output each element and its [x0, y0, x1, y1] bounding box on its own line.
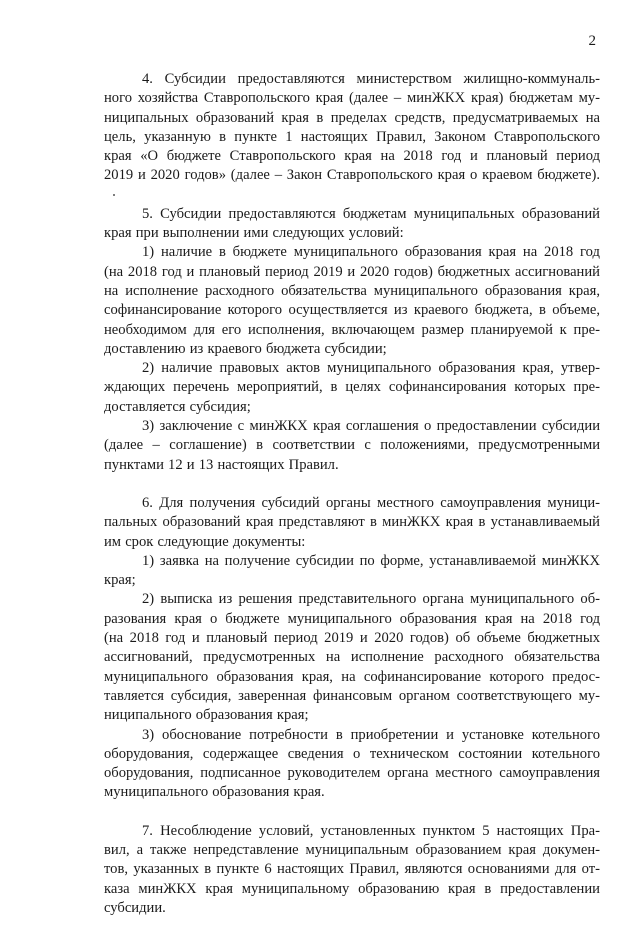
text-line: муниципального образования края.	[104, 784, 325, 801]
text-line: (на 2018 год и плановый период 2019 и 2020 годов) бюджетных ассигнований	[104, 263, 600, 280]
text-line: на исполнение расходного обязательства муниципального образования края,	[104, 282, 600, 299]
text-line: края «О бюджете Ставропольского края на 2018 год и плановый период	[104, 148, 600, 165]
text-line: 6. Для получения субсидий органы местного самоуправления муници-	[142, 494, 600, 511]
text-line: ждающих перечень мероприятий, в целях софинансирования которых пре-	[104, 379, 600, 396]
list-item-line: 1) заявка на получение субсидии по форме, устанавливаемой минЖКХ	[142, 552, 600, 569]
list-item-line: 1) наличие в бюджете муниципального образования края на 2018 год	[142, 244, 600, 261]
text-line: 7. Несоблюдение условий, установленных пунктом 5 настоящих Пра-	[142, 822, 600, 839]
document-body	[104, 70, 600, 937]
list-item-line: 3) заключение с минЖКХ края соглашения о предоставлении субсидии	[142, 418, 600, 435]
list-item-line: 2) наличие правовых актов муниципального образования края, утвер-	[142, 360, 600, 377]
list-item-line: 2) выписка из решения представительного органа муниципального об-	[142, 591, 600, 608]
text-line: цель, указанную в пункте 1 настоящих Правил, Законом Ставропольского	[104, 128, 600, 145]
text-line: ного хозяйства Ставропольского края (далее – минЖКХ края) бюджетам му-	[104, 90, 600, 107]
text-line: края при выполнении ими следующих условий:	[104, 225, 404, 242]
text-line: (на 2018 год и плановый период 2019 и 2020 годов) об объеме бюджетных	[104, 630, 600, 647]
text-line: доставляется субсидия;	[104, 398, 251, 415]
text-line: муниципального образования края, на софинансирование которого предос-	[104, 668, 600, 685]
text-line: субсидии.	[104, 899, 166, 916]
list-item-line: 3) обоснование потребности в приобретении и установке котельного	[142, 726, 600, 743]
text-line: оборудования, подписанное руководителем органа местного самоуправления	[104, 765, 600, 782]
text-line: (далее – соглашение) в соответствии с положениями, предусмотренными	[104, 437, 600, 454]
text-line: 2019 и 2020 годов» (далее – Закон Ставропольского края о краевом бюджете).	[104, 167, 600, 184]
paragraph-6	[104, 494, 600, 803]
text-line: доставлению из краевого бюджета субсидии;	[104, 340, 387, 357]
text-line: вил, а также непредставление муниципальным образованием края докумен-	[104, 841, 600, 858]
text-line: 5. Субсидии предоставляются бюджетам муниципальных образований	[142, 205, 600, 222]
text-line: пунктами 12 и 13 настоящих Правил.	[104, 456, 339, 473]
text-line: пальных образований края представляют в минЖКХ края в устанавливаемый	[104, 514, 600, 531]
paragraph-5	[104, 205, 600, 475]
text-line: им срок следующие документы:	[104, 533, 306, 550]
text-line: оборудования, содержащее сведения о техническом состоянии котельного	[104, 745, 600, 762]
text-line: ассигнований, предусмотренных на исполнение расходного обязательства	[104, 649, 600, 666]
page-number: 2	[588, 33, 596, 49]
paragraph-4	[104, 70, 600, 186]
text-line: необходимом для его исполнения, включающем размер планируемой к пре-	[104, 321, 600, 338]
text-line: 4. Субсидии предоставляются министерством жилищно-коммуналь-	[142, 71, 600, 87]
text-line: каза минЖКХ края муниципальному образованию края в предоставлении	[104, 880, 600, 897]
text-line: тавляется субсидия, заверенная финансовым органом соответствующего му-	[104, 687, 600, 704]
paragraph-7	[104, 822, 600, 918]
text-line: тов, указанных в пункте 6 настоящих Правил, являются основаниями для от-	[104, 861, 600, 878]
text-line: ниципального образования края;	[104, 707, 309, 724]
text-line: софинансирование которого осуществляется из краевого бюджета, в объеме,	[104, 302, 600, 319]
text-line: разования края о бюджете муниципального образования края на 2018 год	[104, 610, 600, 627]
text-line: ниципальных образований края в пределах средств, предусматриваемых на	[104, 109, 600, 126]
text-line: края;	[104, 572, 136, 589]
